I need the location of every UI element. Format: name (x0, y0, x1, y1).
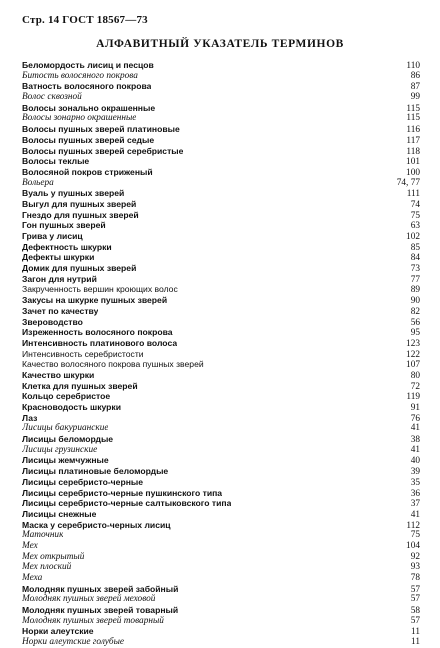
index-entry (22, 455, 420, 466)
index-term: Загон для нутрий (22, 273, 97, 284)
index-page-number: 122 (406, 349, 420, 360)
index-term: Лаз (22, 412, 38, 423)
index-entry (22, 509, 420, 520)
index-entry (22, 156, 420, 167)
index-entry (22, 274, 420, 285)
index-term: Качество шкурки (22, 369, 95, 380)
index-term: Закусы на шкурке пушных зверей (22, 295, 168, 306)
index-page-number: 37 (410, 499, 420, 510)
index-entry (22, 338, 420, 349)
term-index-list (22, 60, 420, 648)
index-entry (22, 562, 420, 573)
index-entry (22, 178, 420, 189)
index-entry (22, 584, 420, 595)
index-page-number: 112 (406, 520, 420, 531)
index-page-number: 77 (410, 274, 420, 285)
index-entry (22, 423, 420, 434)
index-entry (22, 231, 420, 242)
index-page-number: 57 (410, 594, 420, 605)
index-page-number: 104 (406, 540, 420, 551)
index-term: Выгул для пушных зверей (22, 198, 137, 209)
index-title: АЛФАВИТНЫЙ УКАЗАТЕЛЬ ТЕРМИНОВ (96, 38, 344, 50)
index-entry (22, 616, 420, 627)
index-term: Волосы пушных зверей платиновые (22, 124, 180, 135)
index-entry (22, 188, 420, 199)
index-entry (22, 477, 420, 488)
index-term: Клетка для пушных зверей (22, 380, 138, 391)
index-term: Лисицы серебристо-черные (22, 476, 144, 487)
index-page-number: 123 (406, 338, 420, 349)
index-page-number: 101 (406, 157, 420, 168)
index-page-number: 116 (406, 125, 420, 136)
index-term: Грива у лисиц (22, 231, 83, 241)
index-term: Лисицы снежные (22, 508, 97, 519)
index-entry (22, 295, 420, 306)
index-page-number: 118 (406, 146, 420, 157)
index-term: Лисицы беломордые (22, 434, 114, 445)
index-page-number: 56 (410, 317, 420, 328)
index-page-number: 87 (410, 82, 420, 93)
index-entry (22, 284, 420, 295)
index-term: Молодняк пушных зверей забойный (22, 583, 179, 594)
index-entry (22, 530, 420, 541)
index-term: Меха (22, 573, 43, 583)
index-entry (22, 520, 420, 531)
index-entry (22, 413, 420, 424)
index-page-number: 111 (406, 189, 420, 200)
index-page-number: 117 (406, 135, 420, 146)
index-entry (22, 370, 420, 381)
index-term: Дефекты шкурки (22, 252, 95, 263)
index-entry (22, 626, 420, 637)
index-entry (22, 210, 420, 221)
index-term: Волосяной покров стриженый (22, 166, 153, 177)
running-header: Стр. 14 ГОСТ 18567—73 (22, 14, 148, 26)
index-term: Кольцо серебристое (22, 391, 111, 402)
index-entry (22, 103, 420, 114)
index-page-number: 63 (410, 221, 420, 232)
index-term: Лисицы жемчужные (22, 455, 109, 466)
index-entry (22, 306, 420, 317)
index-term: Гнездо для пушных зверей (22, 209, 139, 220)
index-term: Зачет по качеству (22, 305, 99, 316)
index-page-number: 102 (406, 232, 420, 242)
index-term: Закрученность вершин кроющих волос (22, 284, 178, 295)
index-page-number: 36 (410, 488, 420, 499)
index-entry (22, 327, 420, 338)
index-page-number: 41 (410, 509, 420, 520)
index-term: Лисицы бакурианские (22, 423, 109, 434)
index-term: Мех плоский (22, 562, 72, 573)
index-page-number: 58 (410, 606, 420, 617)
index-term: Мех открытый (22, 551, 85, 562)
index-term: Домик для пушных зверей (22, 263, 137, 274)
index-term: Гон пушных зверей (22, 220, 106, 231)
index-term: Лисицы грузинские (22, 444, 98, 455)
index-term: Молодняк пушных зверей меховой (22, 594, 156, 605)
index-entry (22, 605, 420, 616)
index-term: Звероводство (22, 316, 83, 327)
index-entry (22, 167, 420, 178)
index-page-number: 74 (410, 199, 420, 210)
index-page-number: 38 (410, 435, 420, 446)
index-entry (22, 541, 420, 552)
index-page-number: 107 (406, 360, 420, 371)
index-entry (22, 317, 420, 328)
index-entry (22, 466, 420, 477)
index-entry (22, 594, 420, 605)
index-entry (22, 60, 420, 71)
index-term: Ватность волосяного покрова (22, 81, 152, 92)
index-entry (22, 252, 420, 263)
index-term: Маска у серебристо-черных лисиц (22, 519, 171, 530)
index-page-number: 39 (410, 467, 420, 478)
index-entry (22, 242, 420, 253)
index-page-number: 110 (406, 61, 420, 71)
index-page-number: 11 (411, 637, 420, 648)
index-entry (22, 434, 420, 445)
index-term: Маточник (22, 530, 64, 541)
index-page-number: 35 (410, 477, 420, 488)
index-entry (22, 573, 420, 584)
index-page-number: 41 (410, 423, 420, 434)
index-entry (22, 92, 420, 103)
index-entry (22, 402, 420, 413)
index-entry (22, 445, 420, 456)
index-term: Норки алеутские (22, 626, 94, 637)
index-page-number: 89 (410, 285, 420, 296)
index-term: Волос сквозной (22, 92, 82, 103)
index-page-number: 75 (410, 530, 420, 541)
index-entry (22, 498, 420, 509)
index-term: Красноводость шкурки (22, 402, 122, 412)
index-term: Волосы зонарно окрашенные (22, 113, 137, 124)
index-page-number: 57 (410, 584, 420, 595)
index-page-number: 72 (410, 381, 420, 392)
index-term: Вуаль у пушных зверей (22, 188, 125, 199)
index-entry (22, 381, 420, 392)
index-page-number: 82 (410, 306, 420, 317)
index-term: Мех (22, 540, 38, 551)
index-entry (22, 199, 420, 210)
index-page-number: 73 (410, 264, 420, 275)
index-page-number: 76 (410, 413, 420, 424)
index-page-number: 40 (410, 456, 420, 467)
index-term: Волосы пушных зверей седые (22, 134, 155, 145)
index-page-number: 93 (410, 562, 420, 573)
index-term: Изреженность волосяного покрова (22, 327, 173, 338)
index-page-number: 100 (406, 167, 420, 178)
index-term: Волосы зонально окрашенные (22, 102, 156, 113)
index-page-number: 57 (410, 615, 420, 626)
index-page-number: 75 (410, 210, 420, 221)
index-term: Молодняк пушных зверей товарный (22, 605, 179, 616)
index-term: Битость волосяного покрова (22, 70, 138, 81)
index-term: Лисицы платиновые беломордые (22, 466, 169, 477)
index-term: Лисицы серебристо-черные салтыковского типа (22, 498, 232, 509)
index-entry (22, 220, 420, 231)
index-entry (22, 135, 420, 146)
index-entry (22, 359, 420, 370)
index-page-number: 80 (410, 370, 420, 381)
index-term: Волосы теклые (22, 156, 90, 167)
index-term: Лисицы серебристо-черные пушкинского типа (22, 487, 223, 498)
index-term: Дефектность шкурки (22, 241, 112, 252)
index-entry (22, 488, 420, 499)
index-page-number: 91 (410, 403, 420, 413)
index-page-number: 115 (406, 113, 420, 124)
index-entry (22, 81, 420, 92)
index-term: Качество волосяного покрова пушных зверей (22, 359, 204, 370)
index-page-number: 92 (410, 551, 420, 562)
index-term: Интенсивность платинового волоса (22, 337, 178, 348)
index-term: Норки алеутские голубые (22, 637, 125, 648)
index-page-number: 90 (410, 296, 420, 307)
index-entry (22, 637, 420, 648)
index-term: Молодняк пушных зверей товарный (22, 615, 164, 626)
index-page-number: 99 (410, 92, 420, 103)
index-page-number: 95 (410, 328, 420, 339)
index-term: Интенсивность серебристости (22, 348, 144, 359)
index-page-number: 115 (406, 103, 420, 114)
index-entry (22, 124, 420, 135)
index-entry (22, 552, 420, 563)
index-entry (22, 391, 420, 402)
index-page-number: 11 (411, 627, 420, 638)
index-page-number: 85 (410, 242, 420, 253)
index-entry (22, 146, 420, 157)
index-term: Вольера (22, 177, 54, 188)
index-entry (22, 349, 420, 360)
index-term: Волосы пушных зверей серебристые (22, 145, 184, 156)
index-entry (22, 71, 420, 82)
index-page-number: 74, 77 (396, 177, 420, 188)
index-entry (22, 263, 420, 274)
index-page-number: 119 (406, 392, 420, 403)
index-term: Беломордость лисиц и песцов (22, 60, 154, 70)
index-page-number: 84 (410, 253, 420, 264)
index-page-number: 41 (410, 444, 420, 455)
index-page-number: 86 (410, 70, 420, 81)
index-page-number: 78 (410, 573, 420, 583)
index-entry (22, 113, 420, 124)
